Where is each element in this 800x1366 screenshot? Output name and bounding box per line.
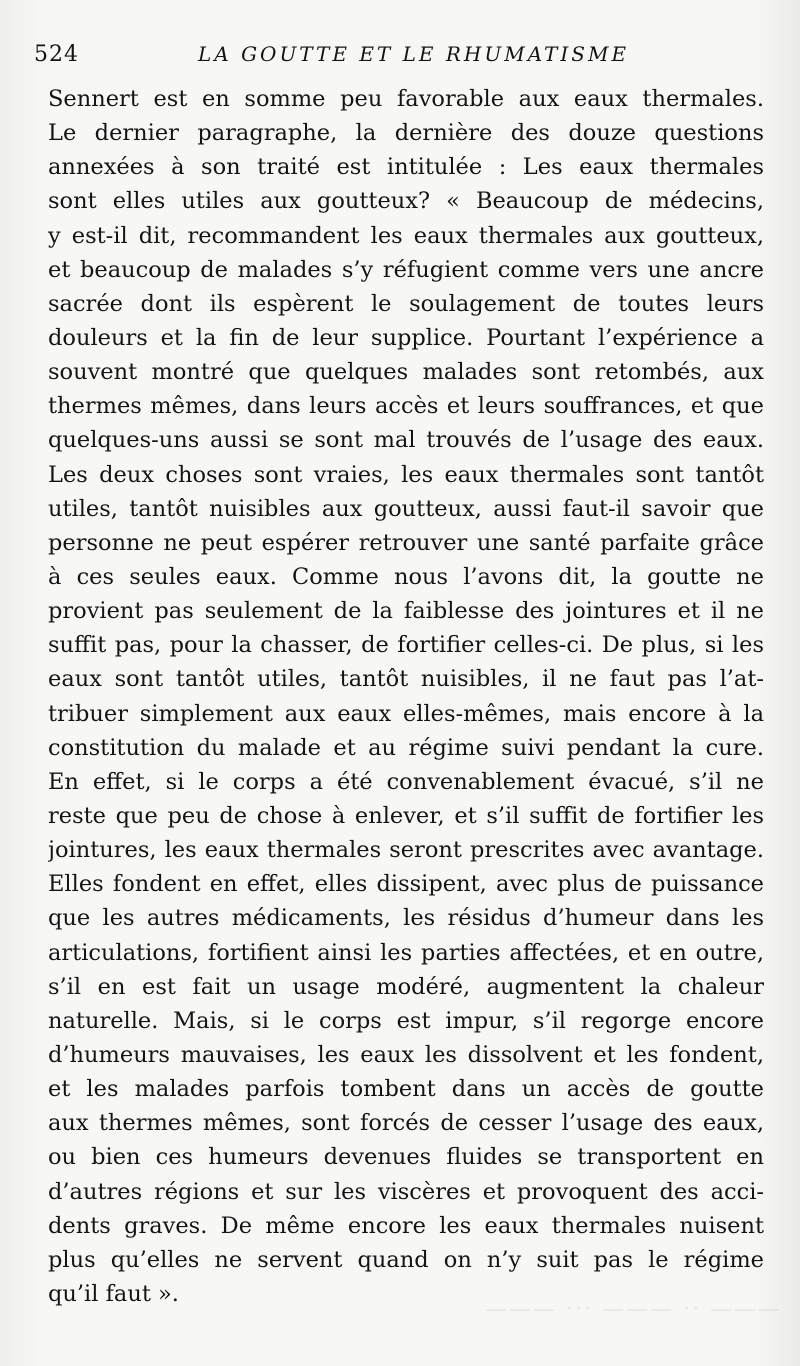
running-title: LA GOUTTE ET LE RHUMATISME — [198, 42, 630, 66]
text-line: provient pas seulement de la faiblesse des jointures et il ne — [48, 598, 764, 625]
text-line: jointures, les eaux thermales seront prescrites avec avantage. — [48, 837, 764, 864]
text-line: annexées à son traité est intitulée : Les eaux thermales — [48, 154, 764, 181]
text-line: naturelle. Mais, si le corps est impur, s’il regorge encore — [48, 1007, 764, 1034]
text-line: aux thermes mêmes, sont forcés de cesser l’usage des eaux, — [48, 1110, 764, 1137]
text-line: En effet, si le corps a été convenablement évacué, s’il ne — [48, 768, 764, 795]
text-line: constitution du malade et au régime suivi pendant la cure. — [48, 734, 764, 761]
text-line: y est-il dit, recommandent les eaux thermales aux goutteux, — [48, 222, 764, 249]
text-line: qu’il faut ». — [48, 1280, 179, 1307]
text-line: et beaucoup de malades s’y réfugient comme vers une ancre — [48, 256, 764, 283]
text-line: et les malades parfois tombent dans un accès de goutte — [48, 1076, 764, 1103]
text-line: Les deux choses sont vraies, les eaux thermales sont tantôt — [48, 461, 764, 488]
text-line: thermes mêmes, dans leurs accès et leurs souffrances, et que — [48, 393, 764, 420]
text-line: douleurs et la fin de leur supplice. Pourtant l’expérience a — [48, 324, 764, 351]
text-line: quelques-uns aussi se sont mal trouvés de l’usage des eaux. — [48, 427, 764, 454]
text-line: dents graves. De même encore les eaux thermales nuisent — [48, 1212, 764, 1239]
text-line: d’autres régions et sur les viscères et provoquent des acci- — [48, 1178, 764, 1205]
text-line: Le dernier paragraphe, la dernière des douze questions — [48, 120, 764, 147]
text-line: à ces seules eaux. Comme nous l’avons dit, la goutte ne — [48, 563, 764, 590]
text-line: Elles fondent en effet, elles dissipent, avec plus de puissance — [48, 871, 764, 898]
text-line: sacrée dont ils espèrent le soulagement de toutes leurs — [48, 290, 764, 317]
text-line: personne ne peut espérer retrouver une santé parfaite grâce — [48, 529, 764, 556]
text-line: suffit pas, pour la chasser, de fortifier celles-ci. De plus, si les — [48, 632, 764, 659]
text-line: eaux sont tantôt utiles, tantôt nuisibles, il ne faut pas l’at- — [48, 666, 764, 693]
text-line: ou bien ces humeurs devenues fluides se transportent en — [48, 1144, 764, 1171]
text-line: que les autres médicaments, les résidus d’humeur dans les — [48, 905, 764, 932]
text-line: articulations, fortifient ainsi les parties affectées, et en outre, — [48, 939, 764, 966]
page-number: 524 — [34, 42, 79, 67]
text-line: Sennert est en somme peu favorable aux eaux thermales. — [48, 86, 764, 112]
text-line: utiles, tantôt nuisibles aux goutteux, aussi faut-il savoir que — [48, 495, 764, 522]
show-through-text: ——— ·· ——— ··· ——— — [483, 1297, 780, 1322]
text-line: plus qu’elles ne servent quand on n’y suit pas le régime — [48, 1246, 764, 1273]
text-line: reste que peu de chose à enlever, et s’il suffit de fortifier les — [48, 802, 764, 829]
text-line: d’humeurs mauvaises, les eaux les dissolvent et les fondent, — [48, 1041, 764, 1068]
text-line: souvent montré que quelques malades sont retombés, aux — [48, 359, 764, 386]
text-line: tribuer simplement aux eaux elles-mêmes, mais encore à la — [48, 700, 764, 727]
body-text — [48, 82, 764, 1311]
page-header — [34, 40, 760, 70]
text-line: sont elles utiles aux goutteux? « Beaucoup de médecins, — [48, 188, 764, 215]
text-line: s’il en est fait un usage modéré, augmentent la chaleur — [48, 973, 764, 1000]
